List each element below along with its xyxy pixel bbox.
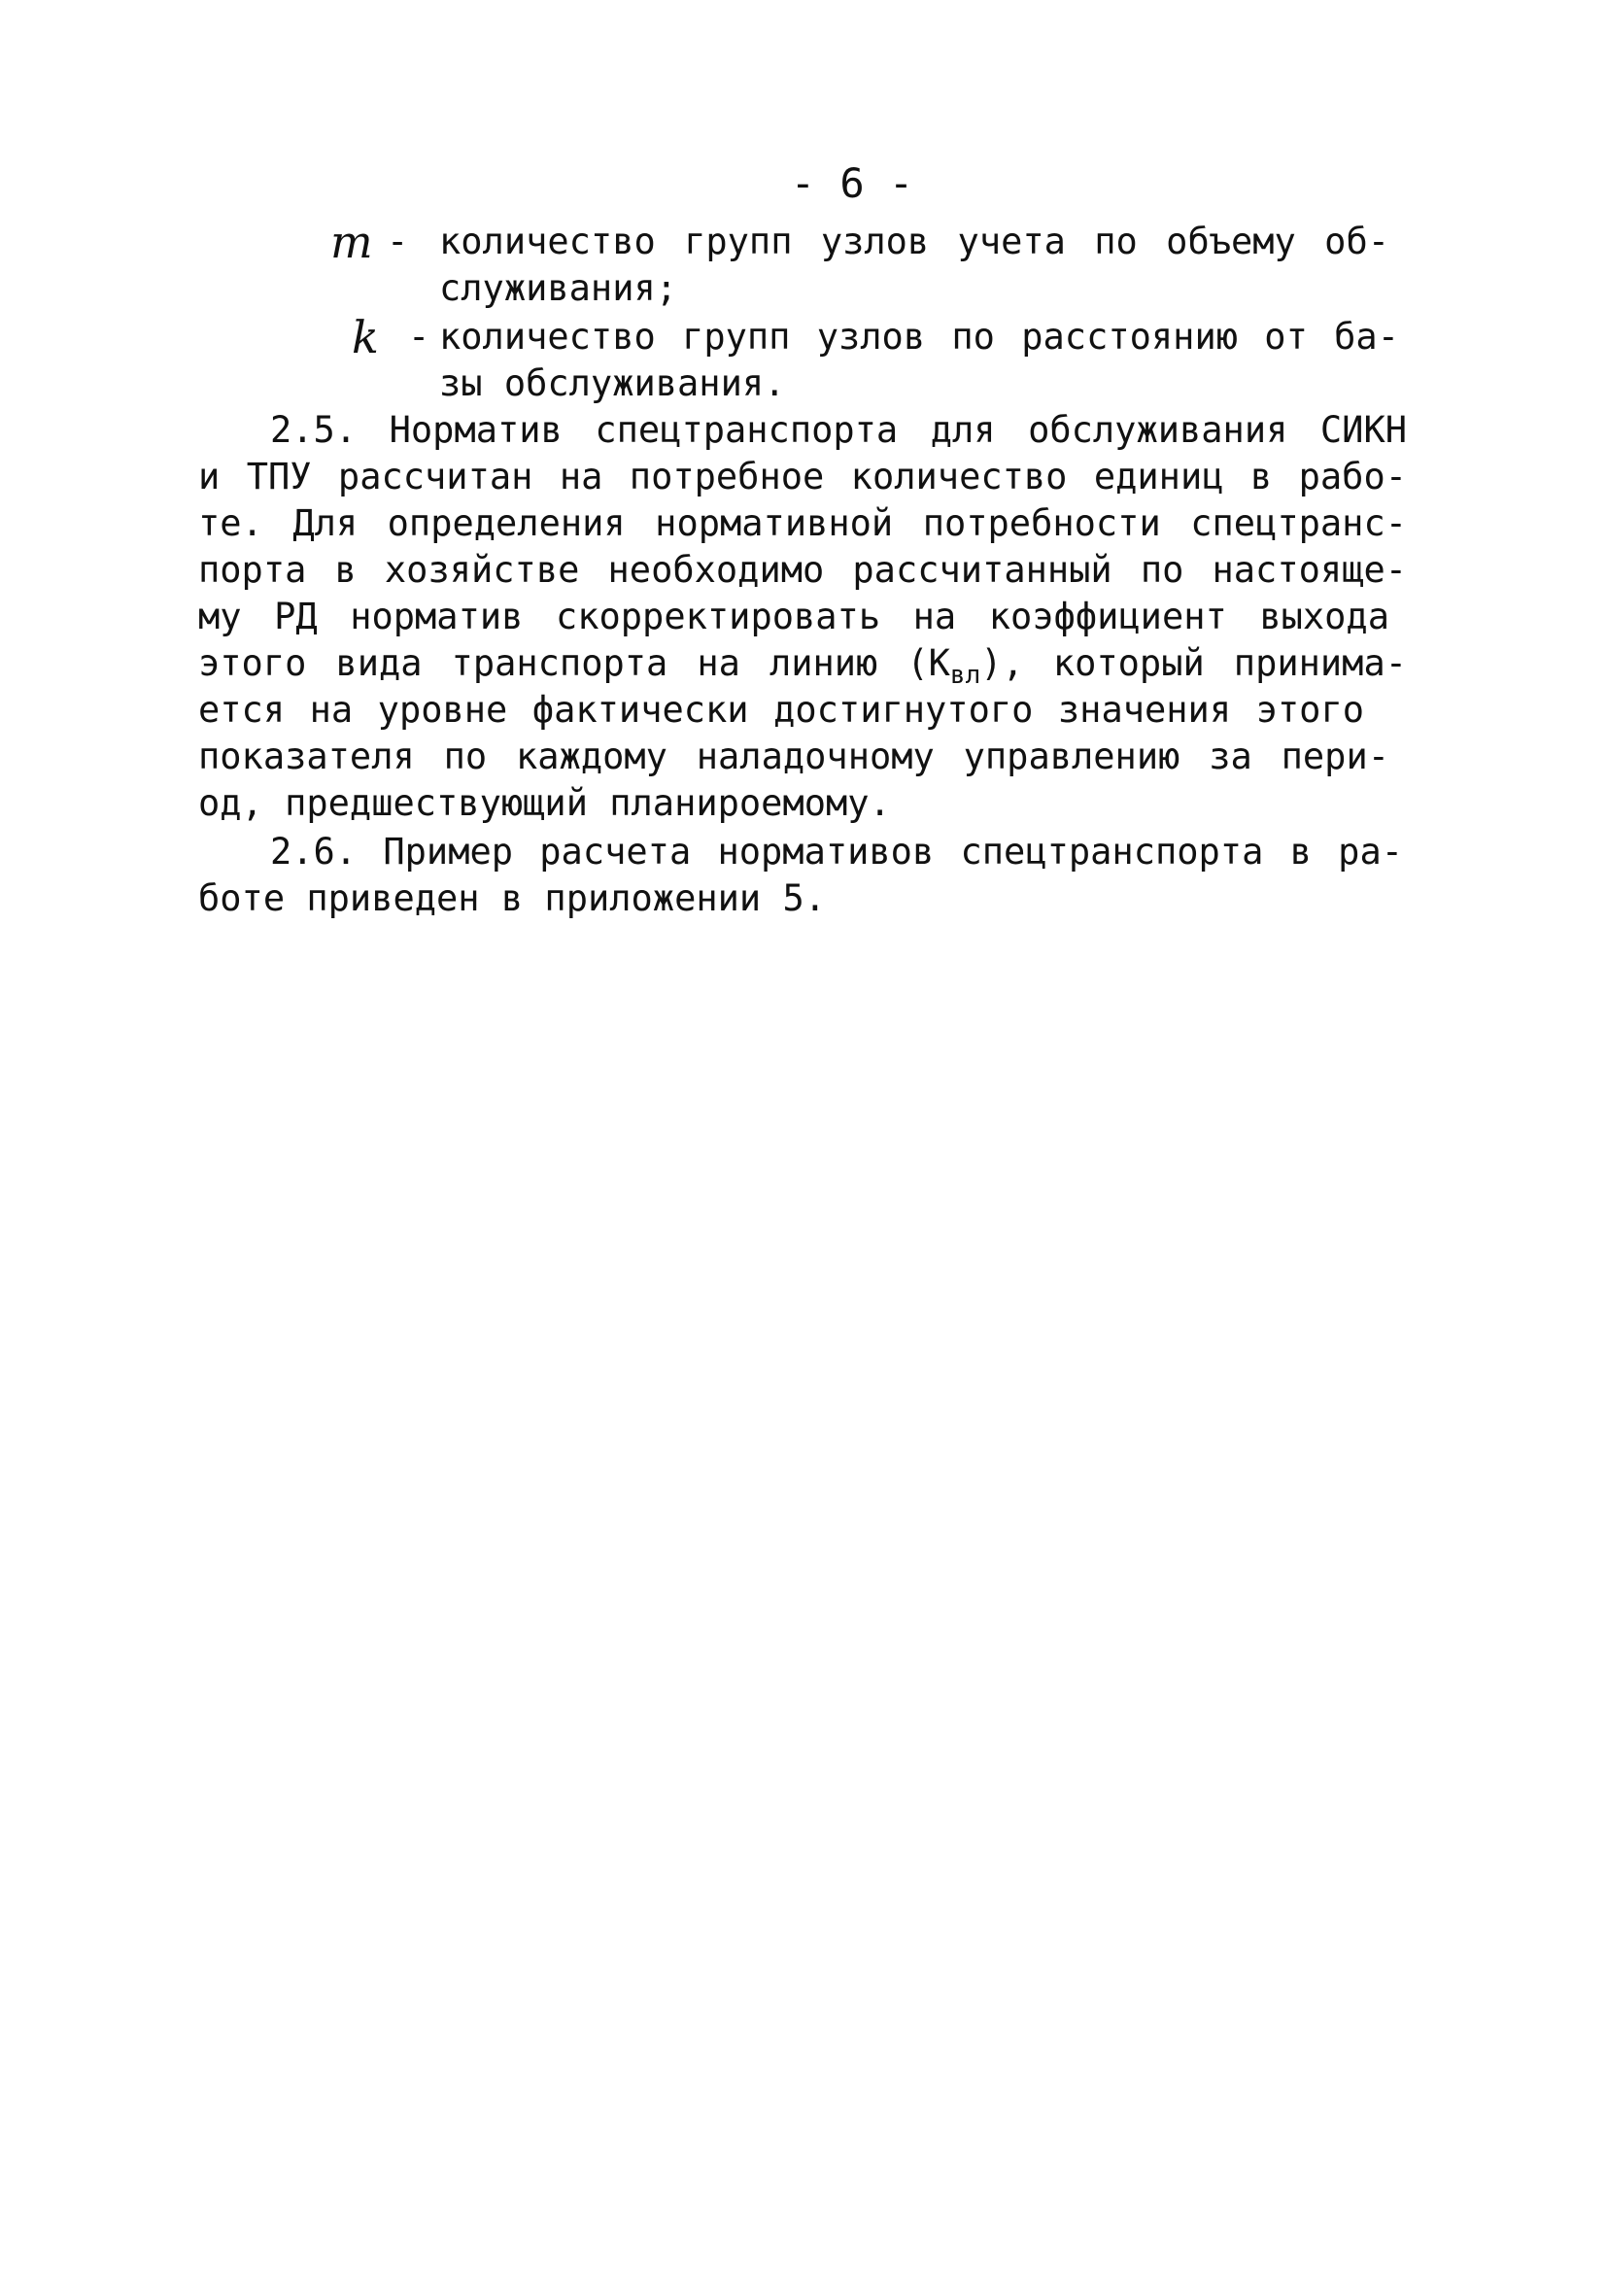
definition-k-line-2: зы обслуживания. <box>439 362 786 404</box>
definition-m-line-1: количество групп узлов учета по объему об- <box>439 221 1389 262</box>
paragraph-2-5-line-9: од, предшествующий планироемому. <box>198 782 891 824</box>
paragraph-2-5-line-6 <box>198 639 1407 688</box>
paragraph-2-5-line-8: показателя по каждому наладочному управлению за пери- <box>198 736 1389 777</box>
paragraph-2-6-line-1: 2.6. Пример расчета нормативов спецтранспорта в ра- <box>270 831 1403 873</box>
definition-k-line-1: количество групп узлов по расстоянию от ба- <box>439 316 1399 358</box>
paragraph-2-5-line-1: 2.5. Норматив спецтранспорта для обслуживания СИКН <box>270 409 1407 451</box>
line-6-text-before: этого вида транспорта на линию (К <box>198 642 950 684</box>
k-subscript: вл <box>949 661 981 690</box>
paragraph-2-5-line-7: ется на уровне фактически достигнутого значения этого <box>198 689 1364 731</box>
paragraph-2-5-line-2: и ТПУ рассчитан на потребное количество единиц в рабо- <box>198 456 1407 497</box>
paragraph-2-5-line-5: му РД норматив скорректировать на коэффициент выхода <box>198 596 1389 637</box>
paragraph-2-6-line-2: боте приведен в приложении 5. <box>198 877 827 919</box>
definition-dash: - <box>387 221 409 262</box>
definition-dash: - <box>408 316 430 358</box>
paragraph-2-5-line-4: порта в хозяйстве необходимо рассчитанный по настояще- <box>198 549 1407 591</box>
page-number: - 6 - <box>790 159 914 207</box>
paragraph-2-5-line-3: те. Для определения нормативной потребности спецтранс- <box>198 502 1407 544</box>
definition-m-line-2: служивания; <box>439 267 678 309</box>
symbol-m: m <box>330 216 373 268</box>
symbol-k: k <box>352 311 379 363</box>
line-6-text-after: ), который принима- <box>980 642 1407 684</box>
